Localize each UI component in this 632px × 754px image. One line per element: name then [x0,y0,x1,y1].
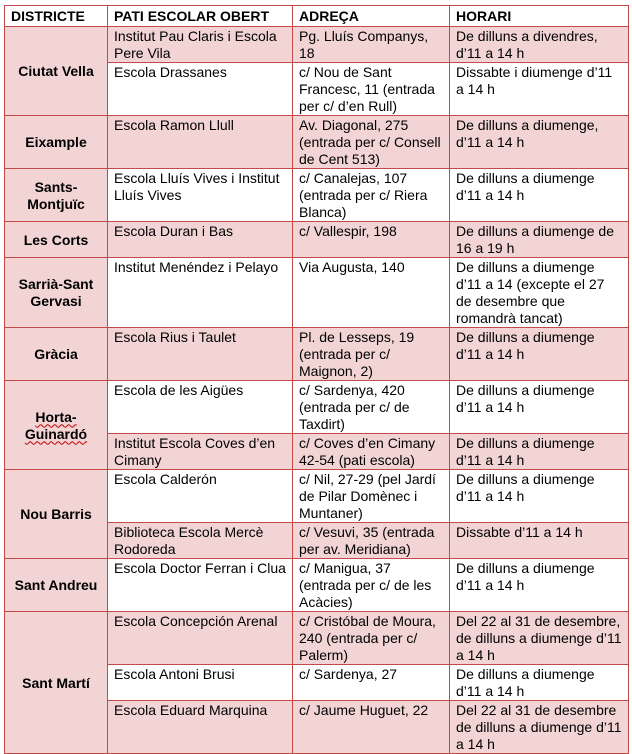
address-cell: Av. Diagonal, 275 (entrada per c/ Consell de Cent 513) [293,116,450,169]
hours-cell: Dissabte d’11 a 14 h [450,523,629,559]
district-cell: Sant Martí [5,612,108,754]
hours-cell: De dilluns a diumenge d’11 a 14 h [450,434,629,470]
school-cell: Institut Escola Coves d’en Cimany [108,434,293,470]
table-row [5,258,629,328]
table-row [5,222,629,258]
school-cell: Escola Antoni Brusi [108,665,293,701]
district-cell: Nou Barris [5,470,108,559]
school-cell: Escola Duran i Bas [108,222,293,258]
table-row [5,612,629,665]
address-cell: c/ Coves d’en Cimany 42-54 (pati escola) [293,434,450,470]
address-cell: c/ Manigua, 37 (entrada per c/ de les Acàcies) [293,559,450,612]
hours-cell: De dilluns a diumenge d’11 a 14 (excepte el 27 de desembre que romandrà tancat) [450,258,629,328]
table-container [4,5,629,754]
school-cell: Institut Menéndez i Pelayo [108,258,293,328]
header-hours: HORARI [450,6,629,27]
table-row [5,559,629,612]
district-cell: Sarrià-Sant Gervasi [5,258,108,328]
header-district: DISTRICTE [5,6,108,27]
table-row [5,470,629,523]
school-cell: Escola Doctor Ferran i Clua [108,559,293,612]
address-cell: c/ Canalejas, 107 (entrada per c/ Riera Blanca) [293,169,450,222]
school-cell: Institut Pau Claris i Escola Pere Vila [108,27,293,63]
district-cell: Sant Andreu [5,559,108,612]
hours-cell: De dilluns a divendres, d’11 a 14 h [450,27,629,63]
table-row [5,169,629,222]
table-row [5,328,629,381]
hours-cell: De dilluns a diumenge d’11 a 14 h [450,470,629,523]
address-cell: c/ Jaume Huguet, 22 [293,701,450,754]
school-cell: Escola Rius i Taulet [108,328,293,381]
address-cell: Pl. de Lesseps, 19 (entrada per c/ Maignon, 2) [293,328,450,381]
header-address: ADREÇA [293,6,450,27]
school-cell: Escola Lluís Vives i Institut Lluís Vives [108,169,293,222]
address-cell: Via Augusta, 140 [293,258,450,328]
district-label: Horta-Guinardó [24,408,88,442]
hours-cell: De dilluns a diumenge de 16 a 19 h [450,222,629,258]
address-cell: c/ Vesuvi, 35 (entrada per av. Meridiana) [293,523,450,559]
school-cell: Escola Eduard Marquina [108,701,293,754]
school-cell: Escola Ramon Llull [108,116,293,169]
hours-cell: Dissabte i diumenge d’11 a 14 h [450,63,629,116]
school-cell: Escola Drassanes [108,63,293,116]
district-cell [5,381,108,470]
hours-cell: De dilluns a diumenge d’11 a 14 h [450,665,629,701]
hours-cell: Del 22 al 31 de desembre, de dilluns a diumenge d’11 a 14 h [450,612,629,665]
hours-cell: Del 22 al 31 de desembre de dilluns a diumenge d’11 a 14 h [450,701,629,754]
district-cell: Ciutat Vella [5,27,108,116]
address-cell: c/ Cristóbal de Moura, 240 (entrada per c/ Palerm) [293,612,450,665]
address-cell: c/ Nou de Sant Francesc, 11 (entrada per c/ d’en Rull) [293,63,450,116]
district-cell: Les Corts [5,222,108,258]
header-school: PATI ESCOLAR OBERT [108,6,293,27]
hours-cell: De dilluns a diumenge d’11 a 14 h [450,328,629,381]
school-cell: Escola Concepción Arenal [108,612,293,665]
table-row [5,381,629,434]
school-cell: Biblioteca Escola Mercè Rodoreda [108,523,293,559]
hours-cell: De dilluns a diumenge d’11 a 14 h [450,381,629,434]
district-cell: Sants-Montjuïc [5,169,108,222]
address-cell: c/ Sardenya, 27 [293,665,450,701]
open-school-playgrounds-table [4,5,629,754]
table-row [5,116,629,169]
hours-cell: De dilluns a diumenge d’11 a 14 h [450,559,629,612]
school-cell: Escola Calderón [108,470,293,523]
school-cell: Escola de les Aigües [108,381,293,434]
header-row [5,6,629,27]
address-cell: c/ Sardenya, 420 (entrada per c/ de Taxdirt) [293,381,450,434]
hours-cell: De dilluns a diumenge, d’11 a 14 h [450,116,629,169]
hours-cell: De dilluns a diumenge d’11 a 14 h [450,169,629,222]
address-cell: Pg. Lluís Companys, 18 [293,27,450,63]
table-row [5,27,629,63]
district-cell: Gràcia [5,328,108,381]
address-cell: c/ Vallespir, 198 [293,222,450,258]
address-cell: c/ Nil, 27-29 (pel Jardí de Pilar Domènec i Muntaner) [293,470,450,523]
district-cell: Eixample [5,116,108,169]
